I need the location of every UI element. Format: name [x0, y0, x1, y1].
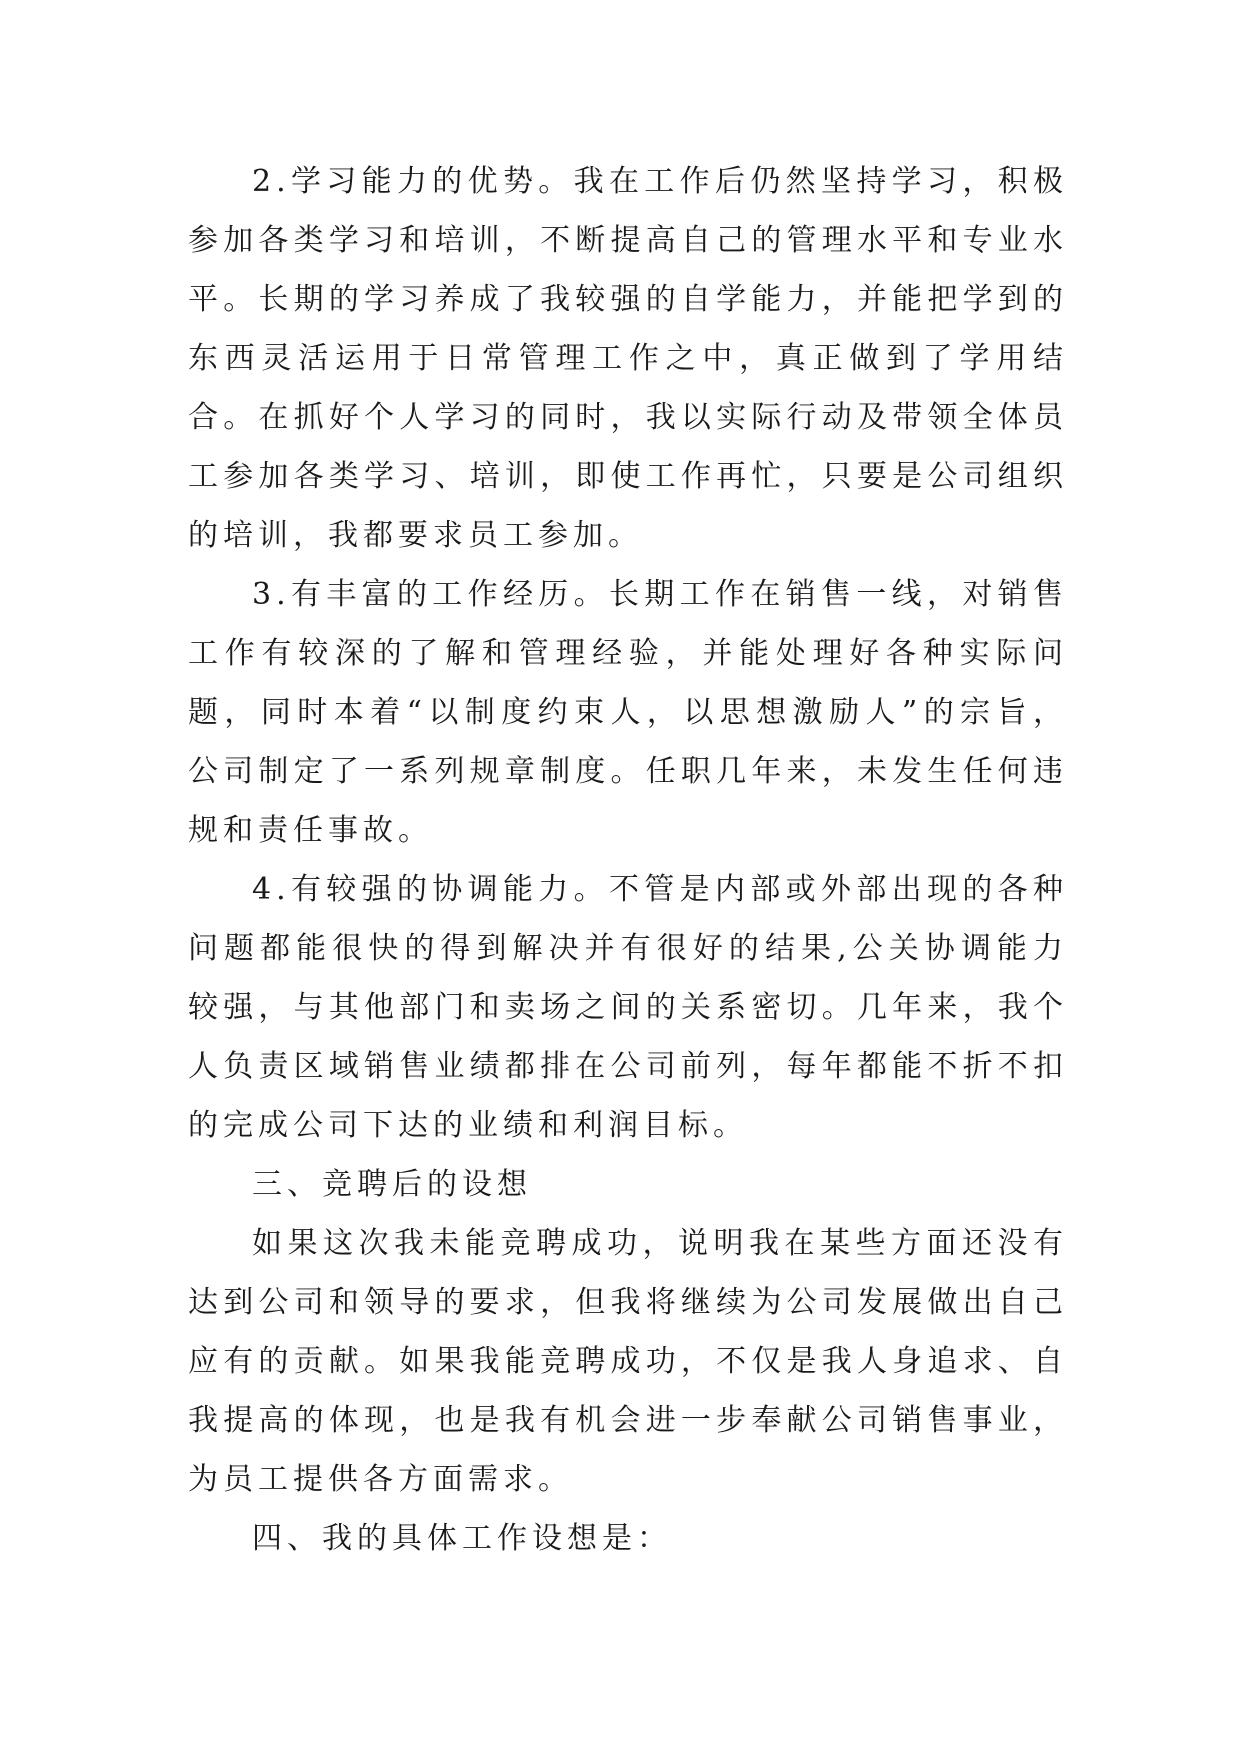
paragraph-coordination-ability: 4.有较强的协调能力。不管是内部或外部出现的各种问题都能很快的得到解决并有很好的结果,公关协调能力较强，与其他部门和卖场之间的关系密切。几年来，我个人负责区域销售业绩都排在公司前列，每年都能不折不扣的完成公司下达的业绩和利润目标。: [188, 872, 1068, 1143]
section-heading-work-plans: 四、我的具体工作设想是：: [252, 1521, 672, 1556]
paragraph-learning-ability: 2.学习能力的优势。我在工作后仍然坚持学习，积极参加各类学习和培训，不断提高自己的管理水平和专业水平。长期的学习养成了我较强的自学能力，并能把学到的东西灵活运用于日常管理工作之中，真正做到了学用结合。在抓好个人学习的同时，我以实际行动及带领全体员工参加各类学习、培训，即使工作再忙，只要是公司组织的培训，我都要求员工参加。: [188, 164, 1068, 553]
paragraph-work-experience: 3.有丰富的工作经历。长期工作在销售一线，对销售工作有较深的了解和管理经验，并能处理好各种实际问题，同时本着“以制度约束人，以思想激励人”的宗旨，公司制定了一系列规章制度。任职几年来，未发生任何违规和责任事故。: [188, 577, 1068, 848]
document-body: [188, 152, 1068, 1568]
section-heading-plans: 三、竞聘后的设想: [252, 1167, 532, 1202]
paragraph-plans: 如果这次我未能竞聘成功，说明我在某些方面还没有达到公司和领导的要求，但我将继续为公司发展做出自己应有的贡献。如果我能竞聘成功，不仅是我人身追求、自我提高的体现，也是我有机会进一步奉献公司销售事业，为员工提供各方面需求。: [188, 1226, 1068, 1497]
